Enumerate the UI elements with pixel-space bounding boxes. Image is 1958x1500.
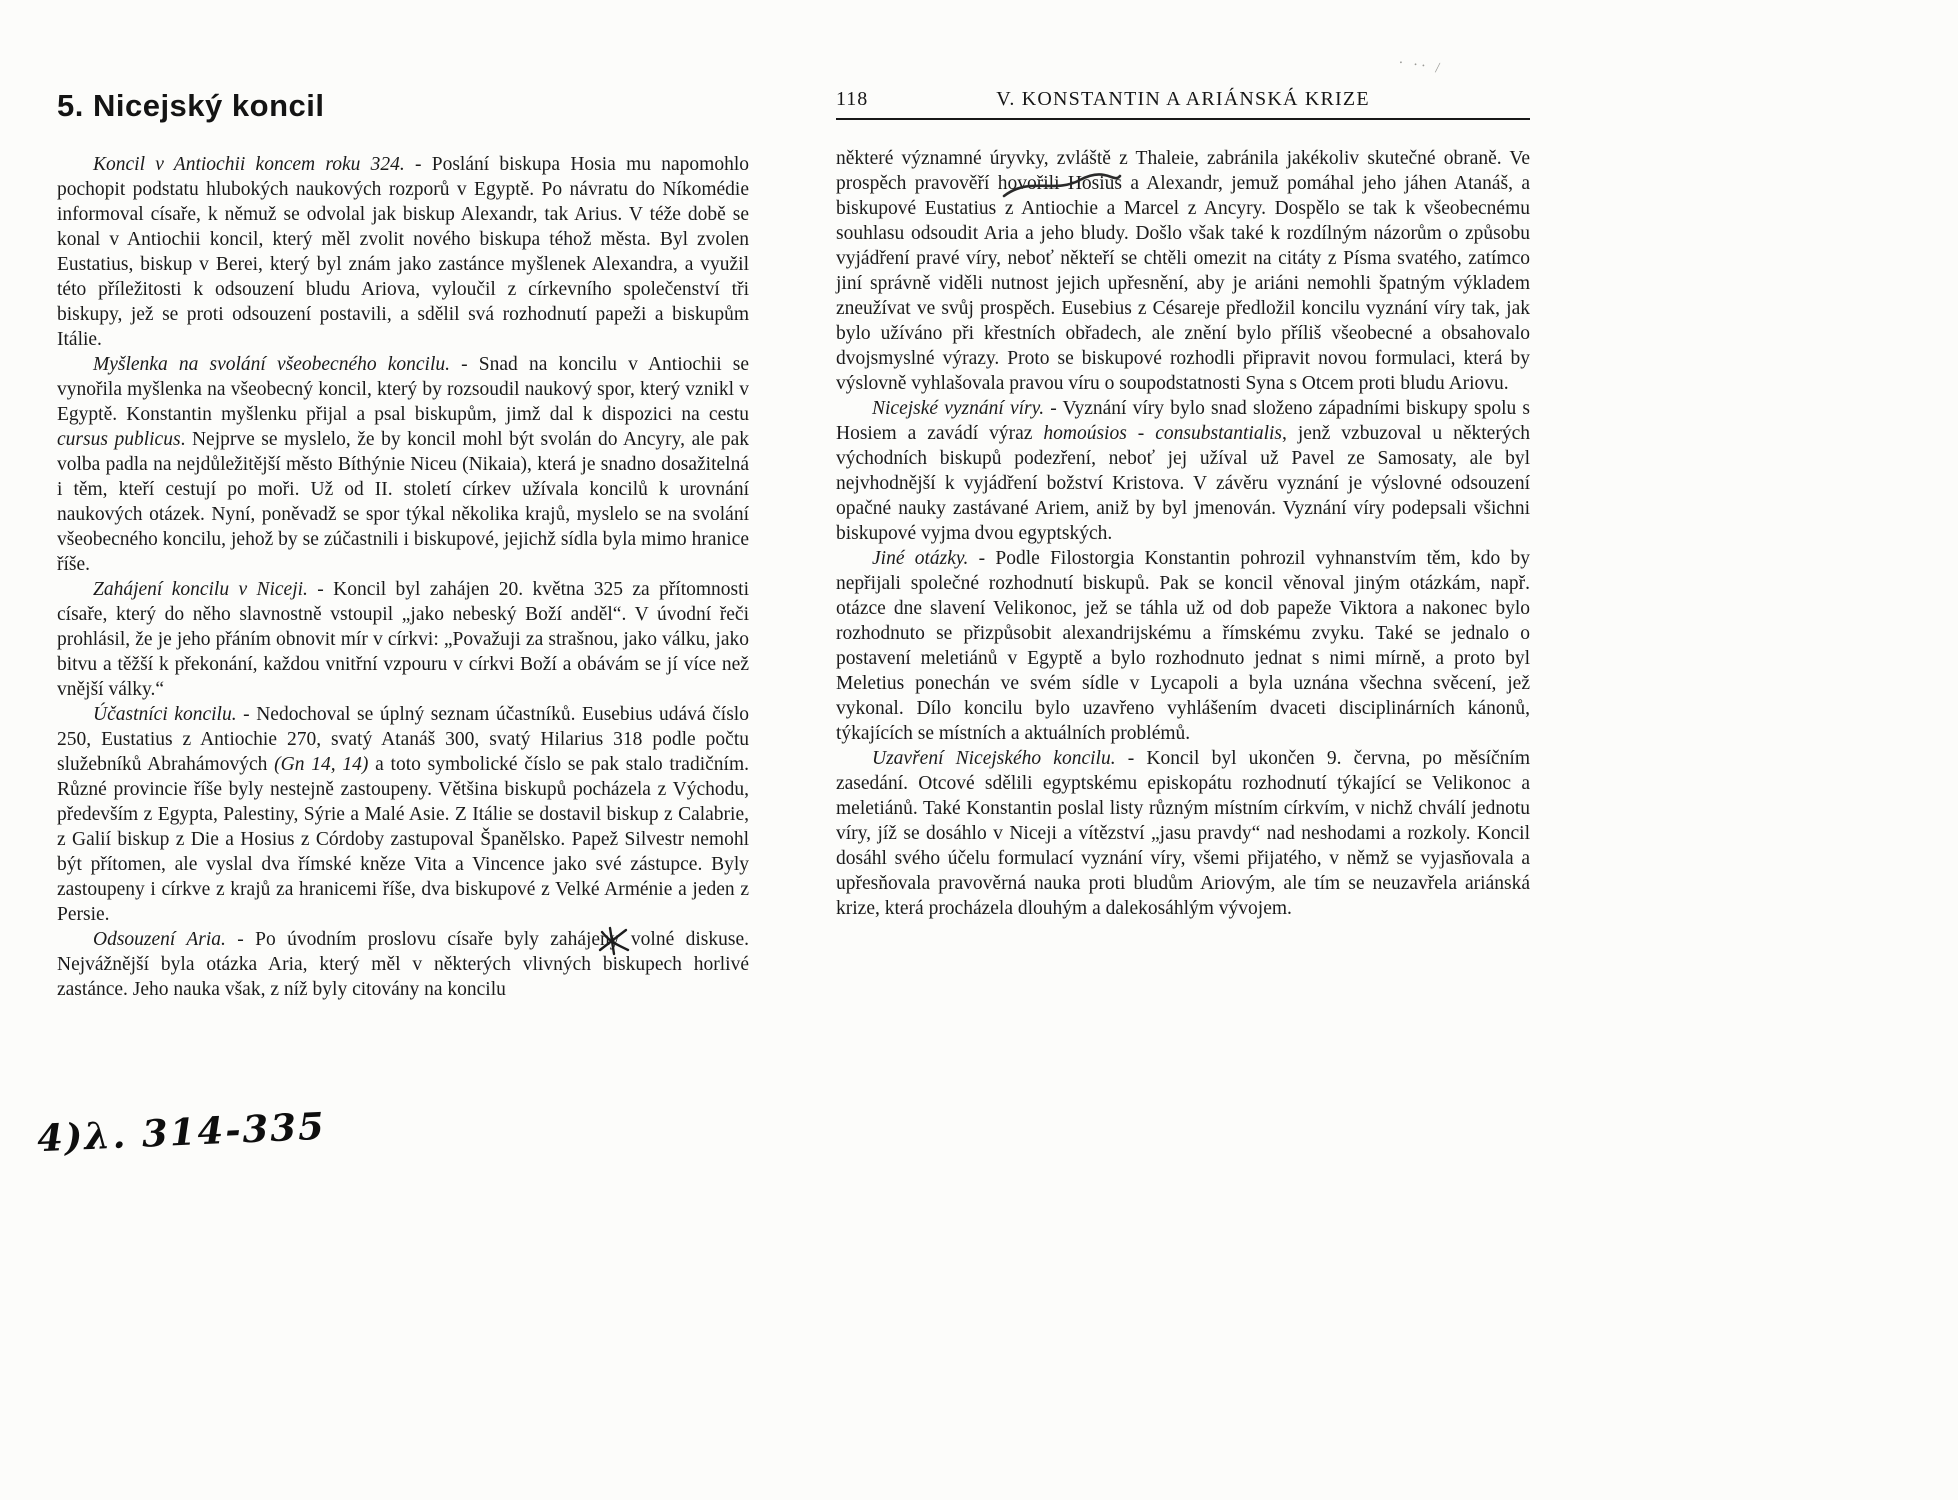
paragraph-lead-italic: Jiné otázky. — [872, 548, 969, 569]
paragraph-text: - Po úvodním proslovu císaře byly zahájeny volné diskuse. Nejvážnější byla otázka Aria, který měl v některých vlivných biskupech horlivé zastánce. Jeho nauka však, z níž byly citovány na koncilu — [57, 929, 749, 1000]
paragraph — [57, 152, 749, 352]
paragraph — [57, 352, 749, 577]
paragraph-text: - Snad na koncilu v Antiochii se vynořila myšlenka na všeobecný koncil, který by rozsoudil naukový spor, který vznikl v Egyptě. Konstantin myšlenku přijal a psal biskupům, jimž dal k dispozici na cestu — [57, 354, 749, 425]
left-page — [36, 88, 750, 1161]
handwritten-note: 4)λ. 314-335 — [36, 1103, 327, 1161]
paragraph-lead-italic: cursus publicus — [57, 429, 181, 450]
paragraph-lead-italic: Nicejské vyznání víry. — [872, 398, 1045, 419]
paragraph-lead-italic: Odsouzení Aria. — [93, 929, 226, 950]
paragraph-text: , jenž vzbuzoval u některých východních biskupů podezření, neboť jej užíval už Pavel ze Samosaty, ale byl nejvhodnější k vyjádření božství Kristova. V závěru vyznání je výslovné odsouzení opačné nauky zastávané Ariem, aniž by byl jmenován. Vyznání víry podepsali všichni biskupové vyjma dvou egyptských. — [836, 423, 1530, 544]
paragraph-lead-italic: Uzavření Nicejského koncilu. — [872, 748, 1116, 769]
paragraph-text: - Vyznání víry bylo snad složeno západními biskupy spolu s Hosiem a zavádí výraz — [836, 398, 1531, 444]
header-rule — [836, 118, 1530, 120]
paragraph-lead-italic: Účastníci koncilu. — [93, 704, 237, 725]
paragraph — [836, 396, 1530, 546]
paragraph-text: . Nejprve se myslelo, že by koncil mohl být svolán do Ancyry, ale pak volba padla na nejdůležitější město Bíthýnie Niceu (Nikaia), která je snadno dosažitelná i těm, kteří cestují po moři. Už od II. století církev užívala koncilů k urovnání naukových otázek. Nyní, poněvadž se spor týkal několika krajů, myslelo se na svolání všeobecného koncilu, jehož by se zúčastnili i biskupové, jejichž sídla byla mimo hranice říše. — [57, 429, 750, 575]
right-page-text — [836, 146, 1530, 921]
paragraph-text: - Koncil byl ukončen 9. června, po měsíčním zasedání. Otcové sdělili egyptskému episkopátu rozhodnutí týkající se Velikonoc a meletiánů. Také Konstantin poslal listy různým místním církvím, v nichž chválí jednotu víry, jíž se dosáhlo v Niceji a vítězství „jasu pravdy“ nad neshodami a rozkoly. Koncil dosáhl svého účelu formulací vyznání víry, všemi přijatého, v němž se vyjasňovala a upřesňovala pravověrná nauka proti bludům Ariovým, ale tím se neuzavřela ariánská krize, která procházela dlouhým a dalekosáhlým vývojem. — [836, 748, 1531, 919]
paragraph — [57, 577, 749, 702]
paragraph-lead-italic: Myšlenka na svolání všeobecného koncilu. — [93, 354, 451, 375]
page-number: 118 — [836, 88, 869, 110]
paragraph-lead-italic: Zahájení koncilu v Niceji. — [93, 579, 308, 600]
paragraph — [57, 927, 749, 1002]
paragraph — [836, 746, 1530, 921]
paragraph — [836, 146, 1530, 396]
paragraph-text: - Koncil byl zahájen 20. května 325 za přítomnosti císaře, který do něho slavnostně vstoupil „jako nebeský Boží anděl“. V úvodní řeči prohlásil, že je jeho přáním obnovit mír v církvi: „Považuji za strašnou, jako válku, jako bitvu a těžší k překonání, každou vnitřní vzpouru v církvi Boží a obávám se jí více než vnější války.“ — [57, 579, 749, 700]
running-header — [836, 88, 1530, 111]
paragraph-lead-italic: Koncil v Antiochii koncem roku 324. — [93, 154, 405, 175]
running-title: V. KONSTANTIN A ARIÁNSKÁ KRIZE — [996, 88, 1370, 110]
right-page — [836, 88, 1530, 921]
paragraph-lead-italic: homoúsios - consubstantialis — [1043, 423, 1282, 444]
paragraph-text: - Poslání biskupa Hosia mu napomohlo pochopit podstatu hlubokých naukových rozporů v Egyptě. Po návratu do Níkomédie informoval císaře, k němuž se odvolal jak biskup Alexandr, tak Arius. V téže době se konal v Antiochii koncil, který měl zvolit nového biskupa téhož města. Byl zvolen Eustatius, biskup v Berei, který byl znám jako zastánce myšlenek Alexandra, a využil této příležitosti k odsouzení bludu Ariova, vyloučil z církevního společenství tři biskupy, jež se proti odsouzení postavili, a sdělil svá rozhodnutí papeži a biskupům Itálie. — [57, 154, 749, 350]
paragraph-text: - Podle Filostorgia Konstantin pohrozil vyhnanstvím těm, kdo by nepřijali společné rozhodnutí biskupů. Pak se koncil věnoval jiným otázkám, např. otázce dne slavení Velikonoc, jež se táhla už od dob papeže Viktora a nakonec bylo rozhodnuto se přizpůsobit alexandrijskému a římskému zvyku. Také se jednalo o postavení meletiánů v Egyptě a bylo rozhodnuto jednat s nimi mírně, a proto byl Meletius ponechán ve svém sídle v Lycapoli a byla uznána všechna svěcení, jež vykonal. Dílo koncilu bylo uzavřeno vyhlášením dvaceti disciplinárních kánonů, týkajících se místních a aktuálních problémů. — [836, 548, 1530, 744]
paragraph-text: některé významné úryvky, zvláště z Thaleie, zabránila jakékoliv skutečné obraně. Ve prospěch pravověří hovořili Hosius a Alexandr, jemuž pomáhal jeho jáhen Atanáš, a biskupové Eustatius z Antiochie a Marcel z Ancyry. Dospělo se tak k všeobecnému souhlasu odsoudit Aria a jeho bludy. Došlo však také k rozdílným názorům o způsobu vyjádření pravé víry, neboť někteří se chtěli omezit na citáty z Písma svatého, zatímco jiní správně viděli nutnost jejich upřesnění, aby je ariáni nemohli špatným výkladem zneužívat ve svůj prospěch. Eusebius z Césareje předložil koncilu vyznání víry tak, jak bylo užíváno při křestních obřadech, ale znění bylo příliš všeobecné a obsahovalo dvojsmyslné výrazy. Proto se biskupové rozhodli připravit novou formulaci, která by výslovně vyhlašovala pravou víru o soupodstatnosti Syna s Otcem proti bludu Ariovu. — [836, 148, 1530, 394]
chapter-title: 5. Nicejský koncil — [57, 88, 325, 123]
paragraph — [57, 702, 749, 927]
paragraph-text: a toto symbolické číslo se pak stalo tradičním. Různé provincie říše byly nestejně zastoupeny. Většina biskupů pocházela z Východu, především z Egypta, Palestiny, Sýrie a Malé Asie. Z Itálie se dostavil biskup z Calabrie, z Galií biskup z Die a Hosius z Córdoby zastupoval Španělsko. Papež Silvestr nemohl být přítomen, ale vyslal dva římské kněze Vita a Vincence jako své zástupce. Byly zastoupeny i církve z krajů za hranicemi říše, dva biskupové z Velké Arménie a jeden z Persie. — [57, 754, 749, 925]
left-page-text — [57, 152, 749, 1002]
paragraph-lead-italic: (Gn 14, 14) — [274, 754, 369, 775]
paragraph-text: - Nedochoval se úplný seznam účastníků. Eusebius udává číslo 250, Eustatius z Antiochie 270, svatý Atanáš 300, svatý Hilarius 318 podle počtu služebníků Abrahámových — [57, 704, 749, 775]
pencil-smudge: · ·· / — [1397, 54, 1444, 78]
paragraph — [836, 546, 1530, 746]
